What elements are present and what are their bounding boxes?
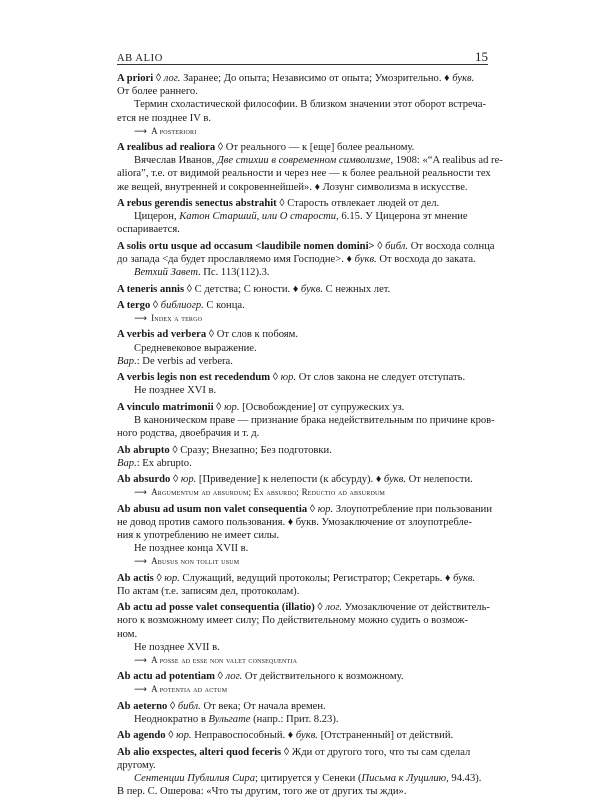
headword: Ab absurdo [117,474,171,486]
arrow-right-icon: ⟶ [134,314,148,325]
entry-ab-actu: Ab actu ad posse valet consequentia (illatio) ◊ лог. Умозаключение от действитель- ного к возможному имеет силу; По действительному можно судить о возмож- ном. Не позднее XVII в. ⟶ A posse ad esse non valet consequentia [117,602,490,666]
entry-ab-abusu: Ab abusu ad usum non valet consequentia ◊ юр. Злоупотребление при пользовании не довод против самого пользования. ♦ букв. Умозаключение от злоупотребле- ния к употреблению не имеет силы. Не позднее конца XVII в. ⟶ Abusus non tollit usum [117,503,493,568]
entry-a-realibus: A realibus ad realiora ◊ От реального — к [еще] более реальному. Вячеслав Иванов, Две стихии в современном символизме, 1908: «“A realibus ad re- aliora”, т.е. от видимой реальности и через нее — к более реальной реальности тех же вещей, внутренней и сокровеннейшей». ♦ Лозунг символизма в искусстве. [117,142,503,193]
arrow-right-icon: ⟶ [134,557,148,568]
headword: A rebus gerendis senectus abstrahit [117,198,277,209]
cross-reference: ⟶ Index a tergo [134,313,203,325]
headword: A realibus ad realiora [117,142,216,153]
headword: A vinculo matrimonii [117,401,214,413]
headword: Ab actis [117,572,154,584]
entry-ab-aeterno: Ab aeterno ◊ библ. От века; От начала времен. Неоднократно в Вульгате (напр.: Прит. 8.23). [117,700,339,725]
headword: Ab alio exspectes, alteri quod feceris [117,746,282,758]
arrow-right-icon: ⟶ [134,488,148,499]
dictionary-body [117,72,503,798]
cross-reference: ⟶ A posteriori [134,125,197,137]
page-header [117,49,488,65]
page-number: 15 [475,49,488,64]
header-rule [117,64,488,65]
cross-reference: ⟶ Argumentum ad absurdum; Ex absurdo; Reductio ad absurdum [134,487,386,499]
cross-reference: ⟶ A potentia ad actum [134,684,228,696]
entry-ab-agendo: Ab agendo ◊ юр. Неправоспособный. ♦ букв. [Отстраненный] от действий. [117,730,454,742]
headword: Ab abrupto [117,444,170,456]
entry-ab-actis: Ab actis ◊ юр. Служащий, ведущий протоколы; Регистратор; Секретарь. ♦ букв. По актам (т.е. записям дел, протоколам). [117,572,476,597]
entry-a-tergo: A tergo ◊ библиогр. С конца. ⟶ Index a tergo [117,299,488,325]
headword: A priori [117,73,154,84]
entry-a-priori: A priori ◊ лог. Заранее; До опыта; Независимо от опыта; Умозрительно. ♦ букв. От более раннего. Термин схоластической философии. В близком значении этот оборот встреча- ется не позднее IV в. ⟶ A posteriori [117,73,487,137]
headword: Ab aeterno [117,700,168,712]
arrow-right-icon: ⟶ [134,655,148,666]
headword: Ab actu ad posse valet consequentia (illatio) [117,602,315,614]
cross-reference: ⟶ Abusus non tollit usum [134,556,240,568]
entry-a-solis: A solis ortu usque ad occasum <laudibile nomen domini> ◊ библ. От восхода солнца до запада <да будет прославляемо имя Господне>. ♦ букв. От восхода до заката. Ветхий Завет. Пс. 113(112).3. [117,240,495,279]
arrow-right-icon: ⟶ [134,126,148,137]
entry-a-verbis: A verbis ad verbera ◊ От слов к побоям. Средневековое выражение. Вар.: De verbis ad verbera. [117,329,299,367]
headword: A tergo [117,299,151,311]
headword: A verbis legis non est recedendum [117,372,271,384]
entry-a-vinculo: A vinculo matrimonii ◊ юр. [Освобождение] от супружеских уз. В каноническом праве — признание брака недействительным по причине кров- ного родства, двоебрачия и т. д. [117,401,495,440]
entry-ab-abrupto: Ab abrupto ◊ Сразу; Внезапно; Без подготовки. Вар.: Ex abrupto. [117,444,332,469]
entry-a-teneris: A teneris annis ◊ С детства; С юности. ♦ букв. С нежных лет. [117,283,391,295]
headword: Ab actu ad potentiam [117,671,215,683]
entry-ab-actu-potentiam: Ab actu ad potentiam ◊ лог. От действительного к возможному. ⟶ A potentia ad actum [117,670,488,696]
headword: A verbis ad verbera [117,329,207,341]
cross-reference: ⟶ A posse ad esse non valet consequentia [134,654,298,666]
headword: Ab agendo [117,730,166,742]
arrow-right-icon: ⟶ [134,685,148,696]
entry-ab-alio: Ab alio exspectes, alteri quod feceris ◊ Жди от другого того, что ты сам сделал другому. Сентенции Публилия Сира; цитируется у Сенеки (Письма к Луцилию, 94.43). В пер. С. Ошерова: «Что ты другим, того же от других ты жди». [117,746,482,798]
headword: Ab abusu ad usum non valet consequentia [117,503,308,515]
running-head: AB ALIO [117,53,163,64]
headword: A teneris annis [117,283,185,295]
entry-ab-absurdo: Ab absurdo ◊ юр. [Приведение] к нелепости (к абсурду). ♦ букв. От нелепости. ⟶ Argumentum ad absurdum; Ex absurdo; Reductio ad absurdum [117,473,488,499]
headword: A solis ortu usque ad occasum <laudibile nomen domini> [117,240,375,252]
entry-a-verbis-legis: A verbis legis non est recedendum ◊ юр. От слов закона не следует отступать. Не позднее XVI в. [117,372,466,397]
entry-a-rebus: A rebus gerendis senectus abstrahit ◊ Старость отвлекает людей от дел. Цицерон, Катон Старший, или О старости, 6.15. У Цицерона эт мнение оспаривается. [117,198,468,236]
